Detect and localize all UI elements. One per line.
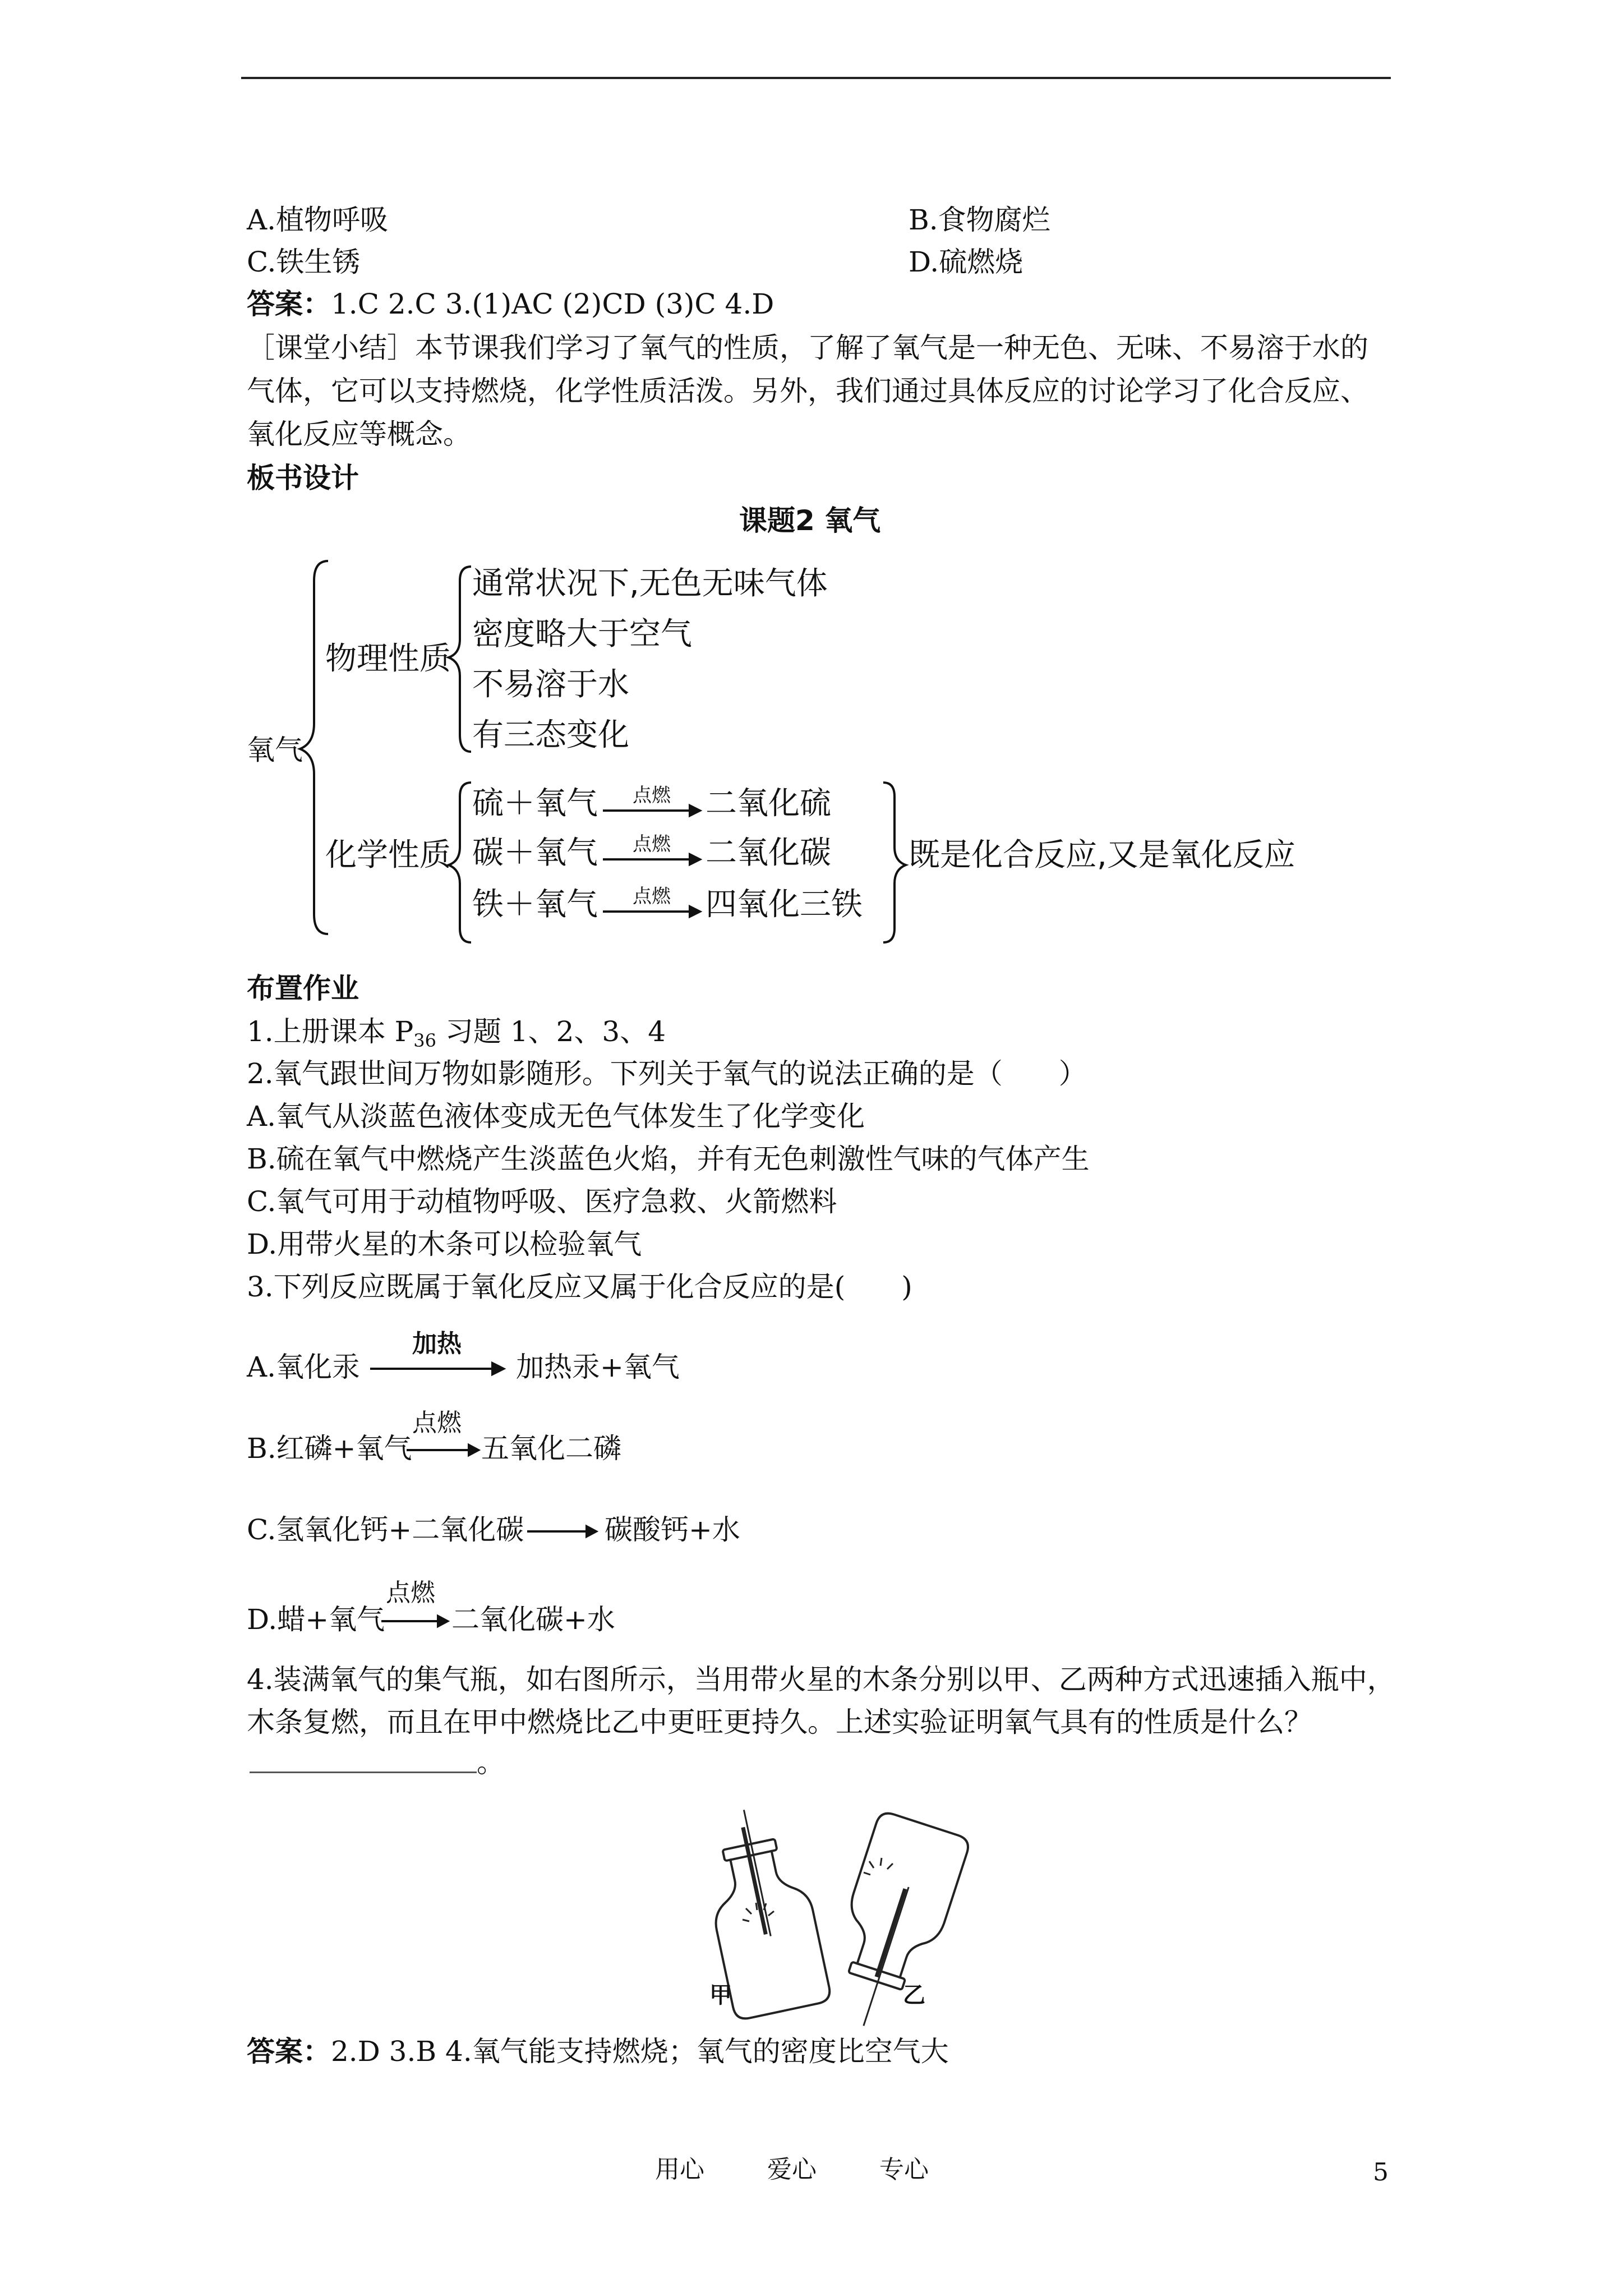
page-number: 5	[1373, 2158, 1389, 2187]
q2-stem: 2.氧气跟世间万物如影随形。下列关于氧气的说法正确的是（ ）	[247, 1057, 1087, 1090]
q1-option-c: C.铁生锈	[247, 246, 361, 278]
board-design-heading: 板书设计	[247, 462, 359, 494]
reaction-left: 碳＋氧气	[472, 835, 598, 871]
reaction-left: 硫＋氧气	[472, 785, 598, 822]
q3-option-b-right: 五氧化二磷	[481, 1432, 621, 1465]
answer-text: 2.D 3.B 4.氧气能支持燃烧；氧气的密度比空气大	[331, 2035, 949, 2068]
q3-option-a-right: 加热汞+氧气	[516, 1351, 680, 1383]
footer-motto-2: 爱心	[767, 2155, 817, 2184]
reaction-right: 四氧化三铁	[706, 886, 863, 923]
q3-option-d-left: D.蜡+氧气	[247, 1603, 385, 1636]
q3-stem: 3.下列反应既属于氧化反应又属于化合反应的是( )	[247, 1271, 912, 1303]
physical-item: 有三态变化	[472, 717, 629, 753]
q3-option-a-left: A.氧化汞	[247, 1351, 361, 1383]
q4-line-1: 4.装满氧气的集气瓶，如右图所示，当用带火星的木条分别以甲、乙两种方式迅速插入瓶中，	[247, 1663, 1395, 1696]
summary-line-1: ［课堂小结］本节课我们学习了氧气的性质，了解了氧气是一种无色、无味、不易溶于水的	[247, 332, 1368, 364]
spark-yi	[864, 1858, 893, 1875]
board-root-oxygen: 氧气	[247, 734, 303, 766]
q1-option-a: A.植物呼吸	[247, 204, 389, 236]
reaction-condition: 点燃	[633, 784, 671, 807]
q3-option-d-condition: 点燃	[386, 1579, 435, 1607]
bottle-figure	[662, 1789, 976, 2036]
answer-label: 答案：	[247, 288, 331, 320]
q3-option-b-left: B.红磷+氧气	[247, 1432, 412, 1465]
page-subscript: 36	[413, 1030, 436, 1051]
summary-line-3: 氧化反应等概念。	[247, 418, 471, 450]
physical-item: 不易溶于水	[472, 666, 629, 703]
q3-option-a-condition: 加热	[412, 1329, 462, 1358]
reaction-condition: 点燃	[633, 833, 671, 855]
answer-2	[247, 2033, 949, 2069]
summary-line-2: 气体，它可以支持燃烧，化学性质活泼。另外，我们通过具体反应的讨论学习了化合反应、	[247, 375, 1368, 407]
chemical-label: 化学性质	[325, 837, 451, 873]
homework-item-1-exercises: 习题 1、2、3、4	[436, 1015, 666, 1048]
q3-option-c-right: 碳酸钙+水	[605, 1513, 740, 1546]
q4-line-2: 木条复燃，而且在甲中燃烧比乙中更旺更持久。上述实验证明氧气具有的性质是什么？	[247, 1706, 1312, 1738]
bottle-yi	[815, 1810, 971, 2036]
footer-motto-3: 专心	[879, 2155, 929, 2184]
figure-label-yi: 乙	[903, 1982, 925, 2008]
q3-option-b-condition: 点燃	[412, 1409, 462, 1437]
footer-motto-1: 用心	[655, 2155, 704, 2184]
physical-label: 物理性质	[325, 641, 451, 677]
homework-item-1-text: 1.上册课本 P	[247, 1015, 414, 1048]
reaction-right: 二氧化碳	[706, 835, 831, 871]
q2-option-a: A.氧气从淡蓝色液体变成无色气体发生了化学变化	[247, 1100, 865, 1133]
q2-option-b: B.硫在氧气中燃烧产生淡蓝色火焰，并有无色刺激性气味的气体产生	[247, 1143, 1090, 1175]
q2-option-c: C.氧气可用于动植物呼吸、医疗急救、火箭燃料	[247, 1185, 837, 1218]
figure-label-jia: 甲	[709, 1982, 732, 2008]
q4-answer-blank	[250, 1772, 477, 1773]
physical-item: 密度略大于空气	[472, 616, 692, 652]
reaction-right: 二氧化硫	[706, 785, 831, 822]
reaction-left: 铁＋氧气	[472, 886, 598, 923]
q3-option-c-left: C.氢氧化钙+二氧化碳	[247, 1513, 524, 1546]
q1-option-d: D.硫燃烧	[909, 246, 1023, 278]
q3-option-d-right: 二氧化碳+水	[451, 1603, 615, 1636]
q1-option-b: B.食物腐烂	[909, 204, 1050, 236]
reaction-condition: 点燃	[633, 885, 671, 908]
board-title: 课题2 氧气	[739, 504, 881, 537]
q2-option-d: D.用带火星的木条可以检验氧气	[247, 1228, 642, 1260]
homework-heading: 布置作业	[247, 972, 359, 1005]
answer-text: 1.C 2.C 3.(1)AC (2)CD (3)C 4.D	[331, 288, 774, 320]
answer-label: 答案：	[247, 2035, 331, 2068]
reaction-conclusion: 既是化合反应,又是氧化反应	[909, 837, 1295, 873]
physical-item: 通常状况下,无色无味气体	[472, 565, 828, 602]
q4-blank-end: 。	[477, 1746, 505, 1779]
